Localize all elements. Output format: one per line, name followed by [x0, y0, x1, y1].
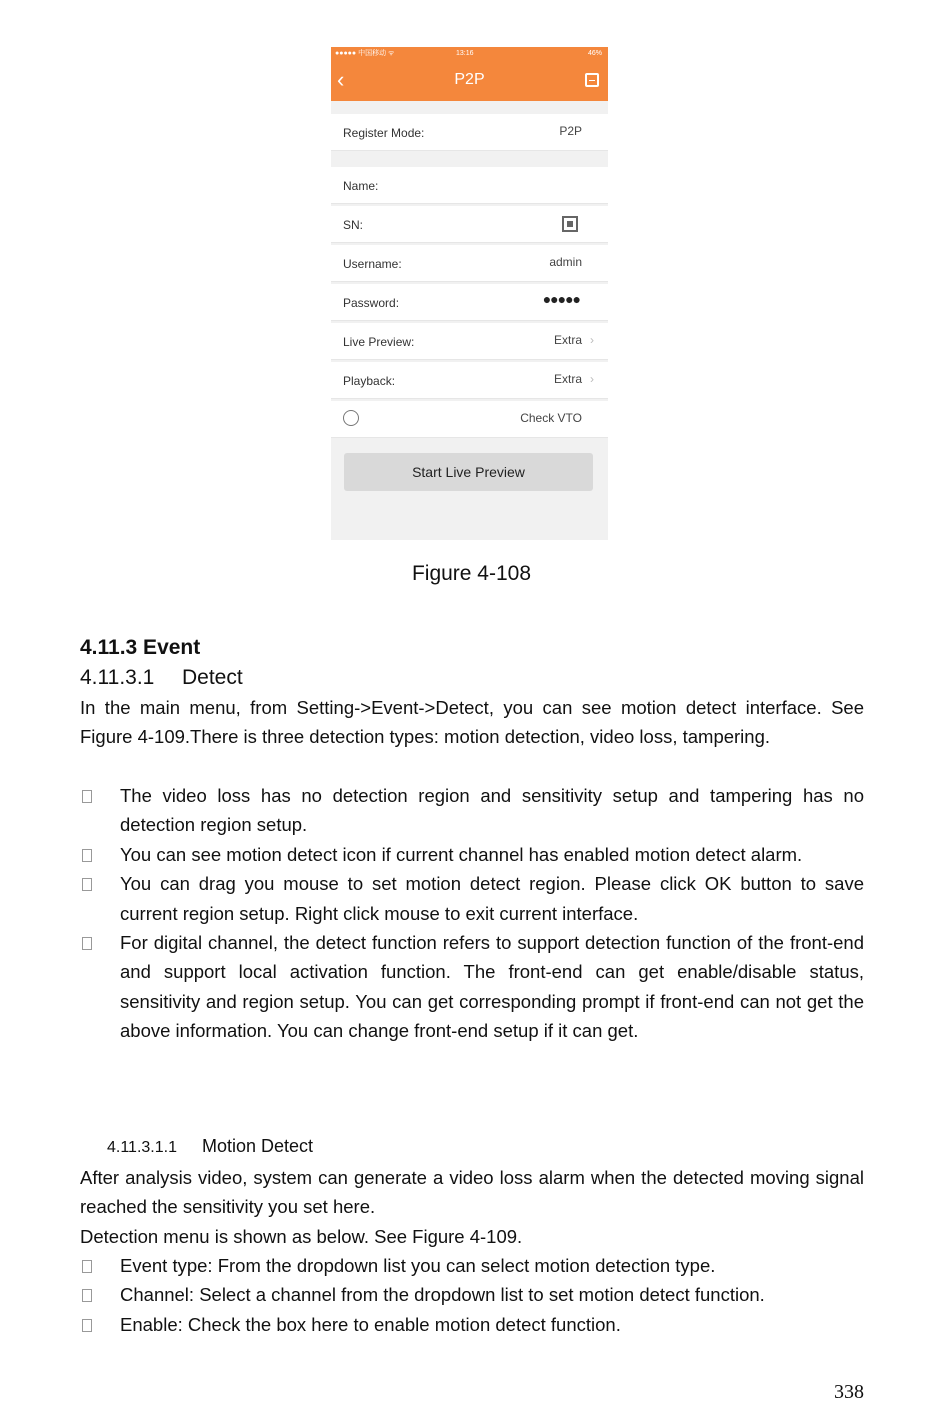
- name-label: Name:: [343, 179, 379, 193]
- check-vto-label: Check VTO: [520, 411, 582, 425]
- list-item: Channel: Select a channel from the dropdown list to set motion detect function.: [80, 1280, 864, 1309]
- sn-row[interactable]: [331, 206, 608, 243]
- subsection-title: Detect: [182, 666, 243, 689]
- figure-caption: Figure 4-108: [411, 562, 532, 585]
- name-row[interactable]: [331, 167, 608, 204]
- qr-scan-icon[interactable]: [562, 216, 578, 232]
- bullet-box-icon: [82, 849, 92, 862]
- live-preview-label: Live Preview:: [343, 335, 415, 349]
- password-value: ●●●●●: [542, 291, 580, 307]
- live-preview-value: Extra: [553, 333, 582, 347]
- list-item: Event type: From the dropdown list you can select motion detection type.: [80, 1251, 864, 1280]
- password-row[interactable]: [331, 284, 608, 321]
- list-item: You can drag you mouse to set motion detect region. Please click OK button to save current region setup. Right click mouse to exit current interface.: [80, 869, 864, 928]
- playback-label: Playback:: [343, 374, 396, 388]
- bullet-box-icon: [82, 1289, 92, 1302]
- carrier-text: ●●●●● 中国移动 ᯤ: [335, 50, 395, 57]
- bullet-box-icon: [82, 878, 92, 891]
- chevron-right-icon: ›: [590, 372, 594, 386]
- list-item: For digital channel, the detect function refers to support detection function of the front-end and support local activation function. The front-end can get enable/disable status, sensitivity and region setup. You can get corresponding prompt if front-end can not get the above information. You can change front-end setup if it can get.: [80, 928, 864, 1046]
- sn-label: SN:: [343, 218, 364, 232]
- section-heading: 4.11.3 Event: [80, 636, 201, 659]
- subsubsection-heading: [107, 1136, 313, 1157]
- motion-detect-paragraph: After analysis video, system can generate a video loss alarm when the detected moving signal reached the sensitivity you set here.: [80, 1167, 864, 1218]
- nav-title: P2P: [454, 71, 485, 88]
- subsection-number: 4.11.3.1: [80, 666, 155, 689]
- refresh-icon[interactable]: [343, 410, 359, 426]
- list-item: The video loss has no detection region and sensitivity setup and tampering has no detection region setup.: [80, 781, 864, 840]
- phone-screenshot: [331, 47, 608, 540]
- nav-bar: [331, 61, 608, 101]
- subsubsection-title: Motion Detect: [202, 1136, 314, 1156]
- bullet-box-icon: [82, 1260, 92, 1273]
- list-item: Enable: Check the box here to enable motion detect function.: [80, 1310, 864, 1339]
- password-label: Password:: [343, 296, 400, 310]
- back-icon[interactable]: ‹: [337, 67, 345, 92]
- list-item: You can see motion detect icon if current channel has enabled motion detect alarm.: [80, 840, 864, 869]
- username-row[interactable]: [331, 245, 608, 282]
- live-preview-row[interactable]: [331, 323, 608, 360]
- motion-detect-settings-list: [80, 1251, 864, 1339]
- bullet-box-icon: [82, 1319, 92, 1332]
- start-live-preview-button[interactable]: Start Live Preview: [344, 453, 593, 491]
- playback-row[interactable]: [331, 362, 608, 399]
- intro-paragraph: In the main menu, from Setting->Event->Detect, you can see motion detect interface. See Figure 4-109.There is three detection types: motion detection, video loss, tampering.: [80, 697, 864, 748]
- page-number: 338: [834, 1381, 864, 1403]
- check-vto-row[interactable]: [331, 401, 608, 438]
- bullet-box-icon: [82, 937, 92, 950]
- bullet-box-icon: [82, 790, 92, 803]
- register-mode-label: Register Mode:: [343, 126, 425, 140]
- subsection-heading: [80, 666, 243, 690]
- detect-notes-list: [80, 781, 864, 1046]
- battery-text: 46%: [587, 50, 602, 57]
- status-bar: [331, 47, 608, 61]
- chevron-right-icon: ›: [590, 333, 594, 347]
- username-value: admin: [549, 255, 582, 269]
- save-icon[interactable]: [585, 73, 599, 87]
- detection-menu-paragraph: Detection menu is shown as below. See Figure 4-109.: [80, 1226, 523, 1247]
- subsubsection-number: 4.11.3.1.1: [107, 1139, 177, 1156]
- register-mode-value: P2P: [559, 124, 582, 138]
- playback-value: Extra: [553, 372, 582, 386]
- status-time: 13:16: [456, 50, 474, 57]
- username-label: Username:: [343, 257, 402, 271]
- register-mode-row[interactable]: [331, 114, 608, 151]
